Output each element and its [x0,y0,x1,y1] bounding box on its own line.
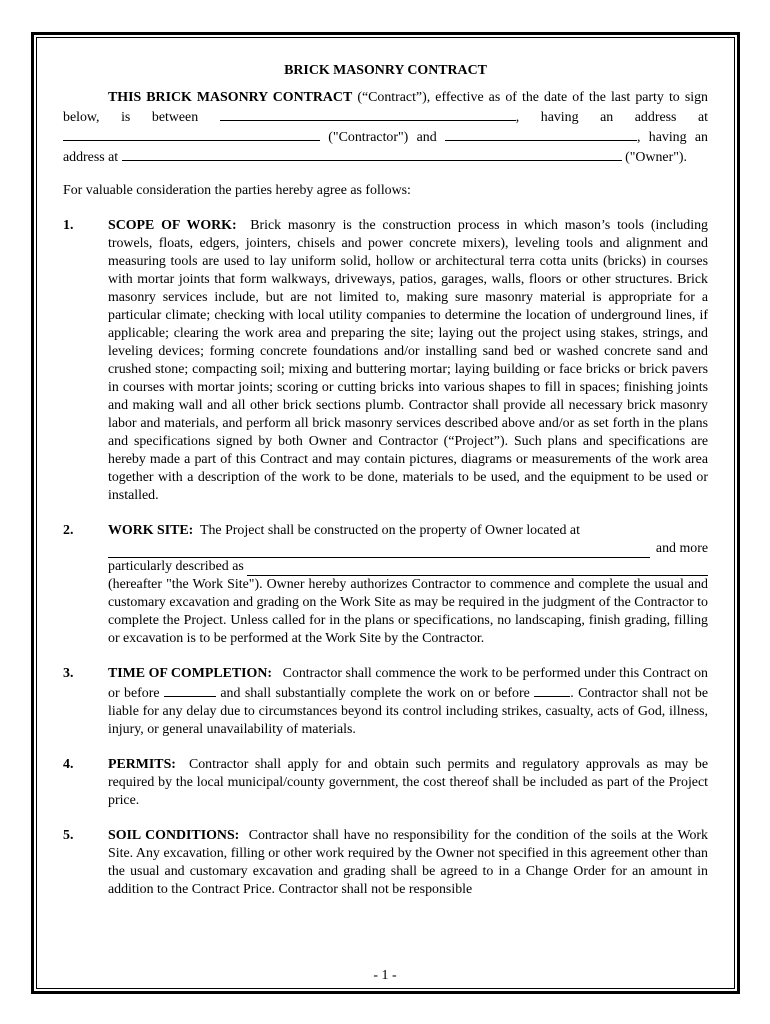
consideration-line: For valuable consideration the parties hereby agree as follows: [63,183,411,198]
section-permits [63,756,708,810]
work-site-address-field[interactable] [108,544,650,558]
section-number: 5. [63,828,74,843]
section-body: Contractor shall have no responsibility for the condition of the soils at the Work Site. Any excavation, filling or other work required by the Owner not specified in this agreement other than the usual and customary excavation and grading shall be agreed to in a Change Order for an amount in addition to the Contract Price. Contractor shall not be responsible [108,828,708,897]
owner-name-field[interactable] [445,127,637,141]
contractor-name-field[interactable] [220,107,516,121]
intro-text-4: , having an address at [63,130,708,165]
section-body-a: Contractor shall commence the work to be performed under this Contract on or before [108,666,709,701]
section-heading: WORK SITE: [108,523,194,538]
section-body: Brick masonry is the construction process in which mason’s tools (including trowels, floats, edgers, jointers, chisels and power concrete mixers), leveling tools and alignment and measuring tools are used to lay uniform solid, hollow or architectural terra cotta units (bricks) in courses with mortar joints that form walkways, driveways, patios, garages, walls, floors or other structures. Brick masonry services include, but are not limited to, making sure masonry material is appropriate for a particular climate; checking with local utility companies to determine the location of underground lines, if applicable; clearing the work area and preparing the site; laying out the project using stakes, strings, and leveling devices; forming concrete foundations and/or installing sand bed or washed concrete sand and crushed stone; compacting soil; mixing and buttering mortar; laying building or face bricks or brick pavers in courses with mortar joints; scoring or cutting bricks into various shapes to fill in spaces; finishing joints and making wall and all other brick sections plumb. Contractor shall provide all necessary brick masonry labor and materials, and perform all brick masonry services described above and/or as set forth in the plans and specifications signed by both Owner and Contractor (“Project”). Such plans and specifications are hereby made a part of this Contract and may contain pictures, diagrams or measurements of the work area together with a description of the work to be done, materials to be used, and the equipment to be used or installed. [108,218,708,503]
section-body-c: . Contractor shall not be liable for any delay due to circumstances beyond its control including strikes, casualty, acts of God, illness, injury, or general unavailability of materials. [108,686,708,737]
section-heading: SCOPE OF WORK: [108,218,237,233]
page-number: - 1 - [373,968,397,983]
section-time-of-completion [63,665,708,739]
section-body-d: (hereafter "the Work Site"). Owner hereby authorizes Contractor to commence and complete the usual and customary excavation and grading on the Work Site as may be required in the judgment of the Contractor to complete the Project. Unless called for in the plans or specifications, no landscaping, finish grading, filling or excavation is to be performed at the Work Site by the Contractor. [108,577,708,646]
intro-lead: THIS BRICK MASONRY CONTRACT [108,90,353,105]
work-site-description-field[interactable] [247,562,708,576]
section-number: 3. [63,666,74,681]
section-body-b: and more [655,541,708,556]
document-title: BRICK MASONRY CONTRACT [284,63,487,78]
start-date-field[interactable] [164,683,216,697]
section-number: 2. [63,523,74,538]
contract-page [63,62,708,916]
intro-text-1: (“Contract”), effective as of the date of the last party to sign below, is between [63,90,708,125]
intro-text-3: ("Contractor") and [320,130,445,145]
section-heading: PERMITS: [108,757,176,772]
intro-paragraph [63,89,708,167]
section-body-b: and shall substantially complete the work on or before [220,686,530,701]
completion-date-field[interactable] [534,683,570,697]
intro-text-5: ("Owner"). [621,150,687,165]
contractor-address-field[interactable] [63,127,320,141]
intro-text-2: , having an address at [515,110,708,125]
owner-address-field[interactable] [122,147,622,161]
section-body-a: The Project shall be constructed on the property of Owner located at [200,523,580,538]
section-work-site [63,522,708,648]
section-heading: TIME OF COMPLETION: [108,666,272,681]
section-soil-conditions [63,827,708,899]
section-body-c: particularly described as [108,559,244,574]
section-number: 4. [63,757,74,772]
section-number: 1. [63,218,74,233]
section-body: Contractor shall apply for and obtain such permits and regulatory approvals as may be required by the local municipal/county government, the cost thereof shall be included as part of the Project price. [108,757,708,808]
section-heading: SOIL CONDITIONS: [108,828,240,843]
section-scope-of-work [63,217,708,505]
